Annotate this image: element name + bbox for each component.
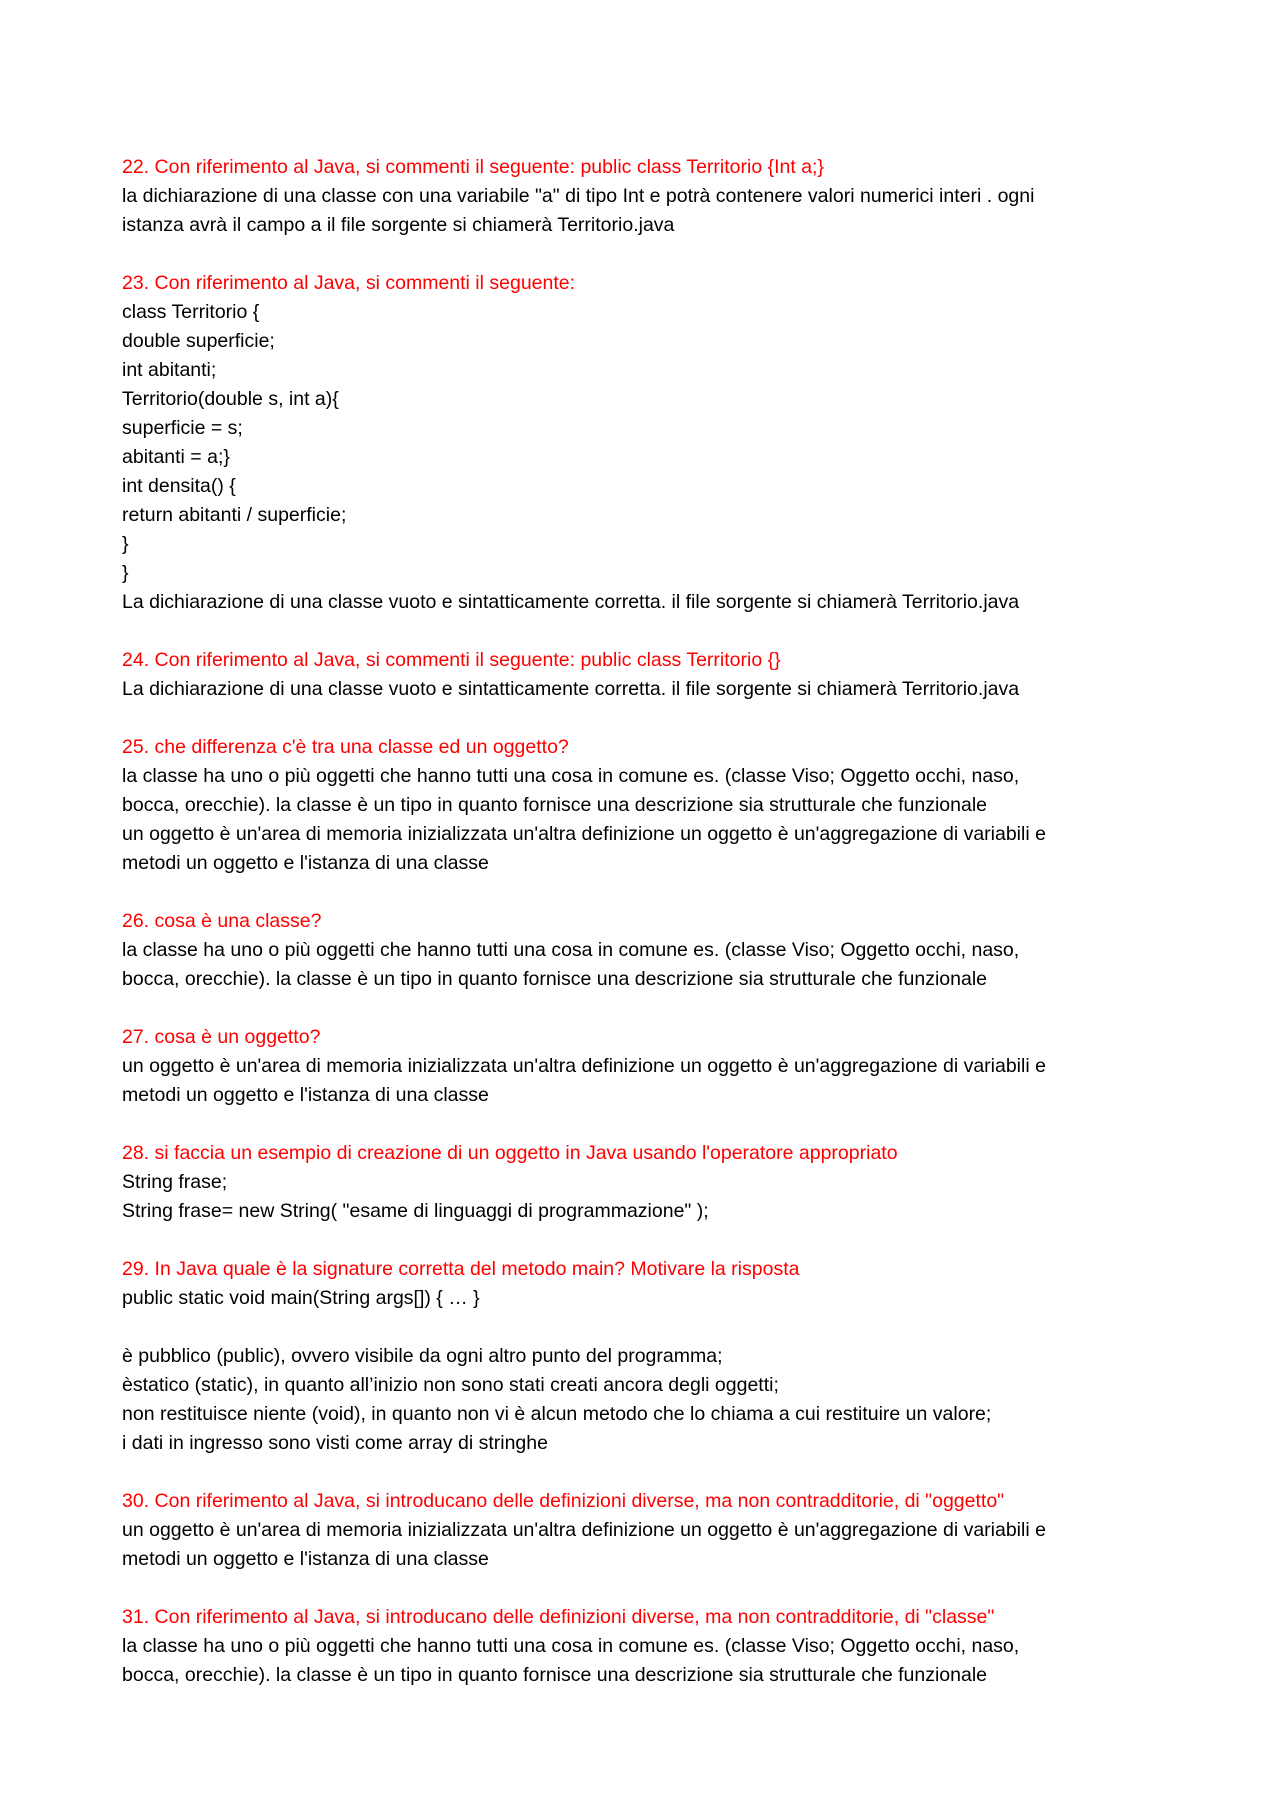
answer-25-line-1: la classe ha uno o più oggetti che hanno tutti una cosa in comune es. (classe Viso; Oggetto occhi, naso, — [122, 765, 1020, 787]
answer-22-line-1: la dichiarazione di una classe con una variabile "a" di tipo Int e potrà contenere valori numerici interi . ogni — [122, 185, 1035, 207]
qa-item-25 — [122, 733, 1182, 878]
question-27: 27. cosa è un oggetto? — [122, 1026, 321, 1048]
answer-24-line-1: La dichiarazione di una classe vuoto e sintatticamente corretta. il file sorgente si chiamerà Territorio.java — [122, 678, 1020, 700]
answer-27-line-2: metodi un oggetto e l'istanza di una classe — [122, 1084, 489, 1106]
qa-item-23 — [122, 269, 1182, 617]
qa-item-30 — [122, 1487, 1182, 1574]
answer-23-line-6: abitanti = a;} — [122, 446, 230, 468]
qa-item-26 — [122, 907, 1182, 994]
question-23: 23. Con riferimento al Java, si commenti il seguente: — [122, 272, 576, 294]
answer-26-line-2: bocca, orecchie). la classe è un tipo in quanto fornisce una descrizione sia strutturale che funzionale — [122, 968, 987, 990]
answer-23-line-3: int abitanti; — [122, 359, 217, 381]
qa-item-22 — [122, 153, 1182, 240]
answer-29-line-1: public static void main(String args[]) { … } — [122, 1287, 480, 1309]
answer-29-line-4: èstatico (static), in quanto all’inizio non sono stati creati ancora degli oggetti; — [122, 1374, 779, 1396]
answer-23-line-9: } — [122, 533, 129, 555]
qa-item-29 — [122, 1255, 1182, 1458]
answer-31-line-1: la classe ha uno o più oggetti che hanno tutti una cosa in comune es. (classe Viso; Oggetto occhi, naso, — [122, 1635, 1020, 1657]
answer-28-line-1: String frase; — [122, 1171, 228, 1193]
answer-23-line-2: double superficie; — [122, 330, 275, 352]
qa-item-31 — [122, 1603, 1182, 1690]
answer-28-line-2: String frase= new String( "esame di linguaggi di programmazione" ); — [122, 1200, 709, 1222]
answer-30-line-1: un oggetto è un'area di memoria inizializzata un'altra definizione un oggetto è un'aggregazione di variabili e — [122, 1519, 1046, 1541]
answer-29-blank-line — [122, 1313, 1182, 1342]
answer-23-line-1: class Territorio { — [122, 301, 260, 323]
question-28: 28. si faccia un esempio di creazione di un oggetto in Java usando l'operatore appropriato — [122, 1142, 898, 1164]
answer-29-line-3: è pubblico (public), ovvero visibile da ogni altro punto del programma; — [122, 1345, 723, 1367]
qa-item-27 — [122, 1023, 1182, 1110]
question-24: 24. Con riferimento al Java, si commenti il seguente: public class Territorio {} — [122, 649, 781, 671]
qa-item-28 — [122, 1139, 1182, 1226]
document-content — [122, 153, 1182, 1719]
answer-29-line-6: i dati in ingresso sono visti come array di stringhe — [122, 1432, 548, 1454]
qa-item-24 — [122, 646, 1182, 704]
answer-30-line-2: metodi un oggetto e l'istanza di una classe — [122, 1548, 489, 1570]
answer-25-line-2: bocca, orecchie). la classe è un tipo in quanto fornisce una descrizione sia strutturale che funzionale — [122, 794, 987, 816]
answer-31-line-2: bocca, orecchie). la classe è un tipo in quanto fornisce una descrizione sia strutturale che funzionale — [122, 1664, 987, 1686]
question-31: 31. Con riferimento al Java, si introducano delle definizioni diverse, ma non contradditorie, di "classe" — [122, 1606, 995, 1628]
answer-23-line-7: int densita() { — [122, 475, 236, 497]
answer-22-line-2: istanza avrà il campo a il file sorgente si chiamerà Territorio.java — [122, 214, 675, 236]
answer-23-line-11: La dichiarazione di una classe vuoto e sintatticamente corretta. il file sorgente si chiamerà Territorio.java — [122, 591, 1020, 613]
answer-25-line-3: un oggetto è un'area di memoria inizializzata un'altra definizione un oggetto è un'aggregazione di variabili e — [122, 823, 1046, 845]
question-25: 25. che differenza c'è tra una classe ed un oggetto? — [122, 736, 569, 758]
answer-23-line-8: return abitanti / superficie; — [122, 504, 347, 526]
answer-25-line-4: metodi un oggetto e l'istanza di una classe — [122, 852, 489, 874]
answer-23-line-4: Territorio(double s, int a){ — [122, 388, 339, 410]
answer-23-line-5: superficie = s; — [122, 417, 243, 439]
answer-29-line-5: non restituisce niente (void), in quanto non vi è alcun metodo che lo chiama a cui restituire un valore; — [122, 1403, 992, 1425]
answer-23-line-10: } — [122, 562, 129, 584]
answer-26-line-1: la classe ha uno o più oggetti che hanno tutti una cosa in comune es. (classe Viso; Oggetto occhi, naso, — [122, 939, 1020, 961]
answer-27-line-1: un oggetto è un'area di memoria inizializzata un'altra definizione un oggetto è un'aggregazione di variabili e — [122, 1055, 1046, 1077]
question-29: 29. In Java quale è la signature corretta del metodo main? Motivare la risposta — [122, 1258, 800, 1280]
question-30: 30. Con riferimento al Java, si introducano delle definizioni diverse, ma non contradditorie, di "oggetto" — [122, 1490, 1005, 1512]
question-22: 22. Con riferimento al Java, si commenti il seguente: public class Territorio {Int a;} — [122, 156, 824, 178]
question-26: 26. cosa è una classe? — [122, 910, 322, 932]
